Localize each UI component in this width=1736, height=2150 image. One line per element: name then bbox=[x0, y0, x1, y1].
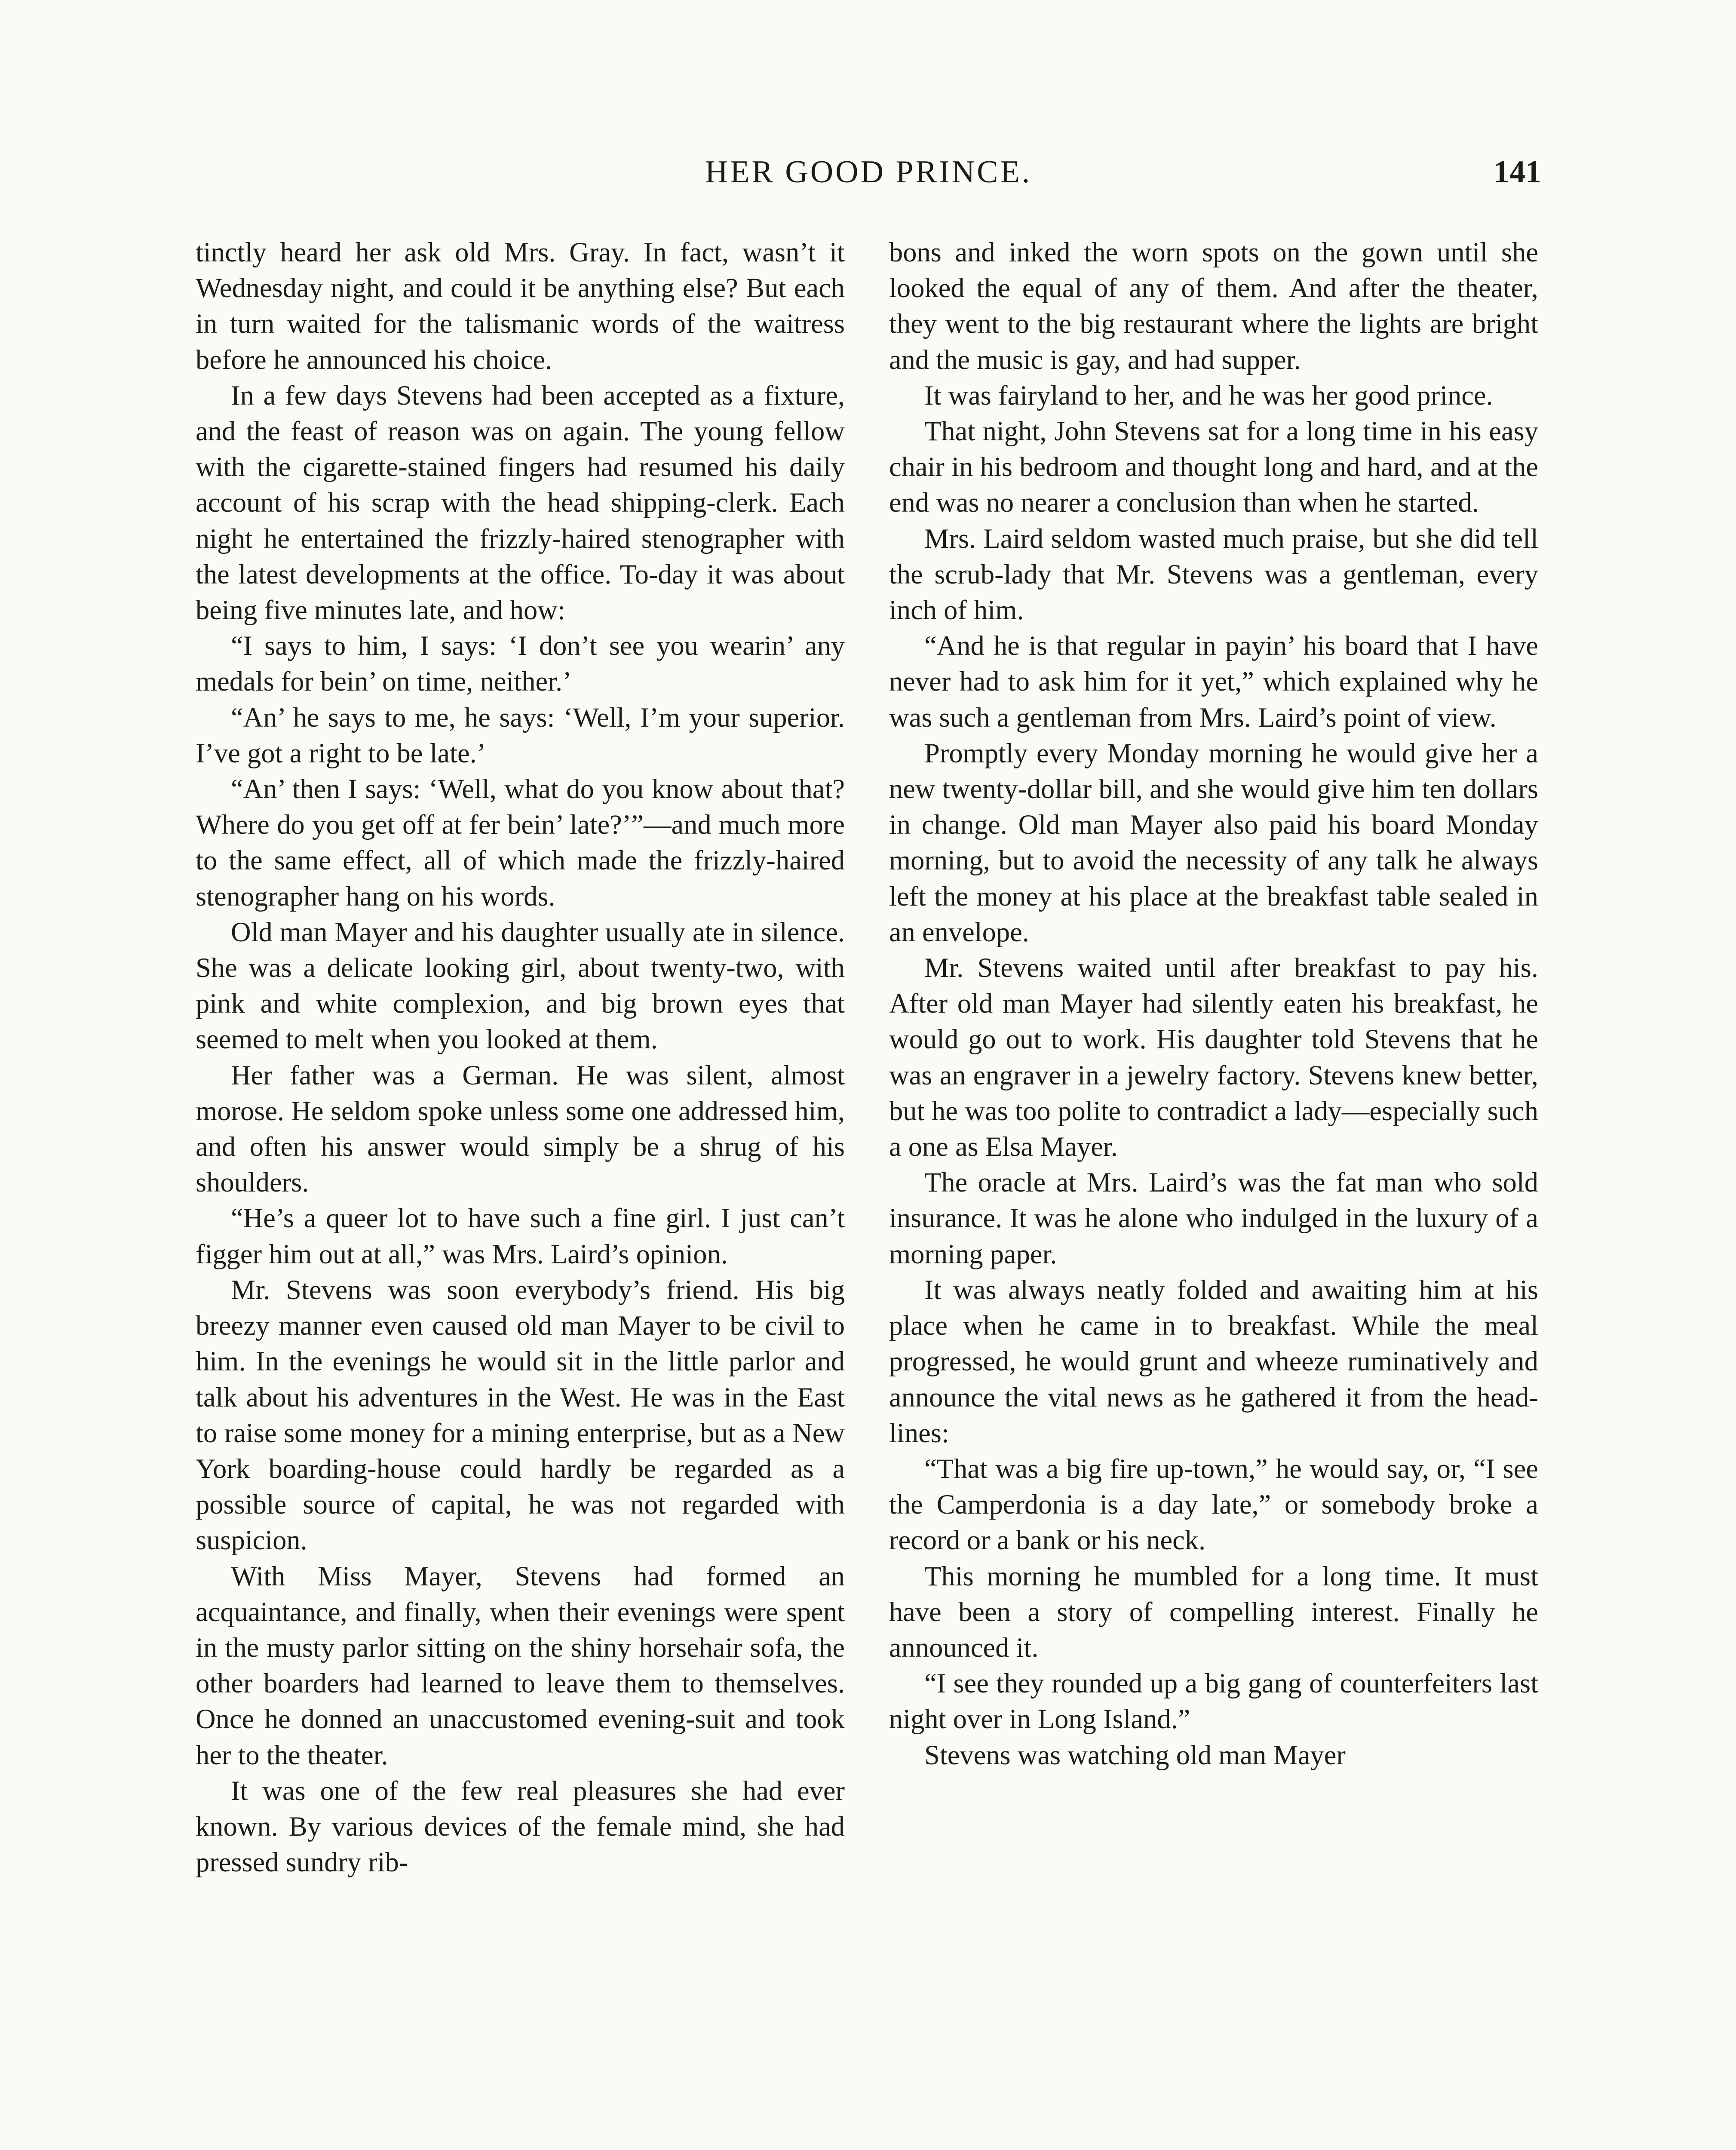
paragraph: tinctly heard her ask old Mrs. Gray. In fact, wasn’t it Wednesday night, and could it be anything else? But each in turn waited for the talismanic words of the waitress before he announced his choice. bbox=[196, 237, 845, 375]
paragraph: It was fairyland to her, and he was her good prince. bbox=[924, 380, 1493, 411]
paragraph: Stevens was watching old man Mayer bbox=[924, 1739, 1346, 1770]
left-text-column bbox=[196, 234, 845, 2150]
page-header bbox=[196, 146, 1541, 206]
paragraph: With Miss Mayer, Stevens had formed an acquaintance, and finally, when their evenings were spent in the musty parlor sitting on the shiny horsehair sofa, the other boarders had learned to leave them to themselves. Once he donned an unaccustomed evening-suit and took her to the theater. bbox=[196, 1560, 845, 1770]
paragraph: That night, John Stevens sat for a long time in his easy chair in his bedroom and thought long and hard, and at the end was no nearer a conclusion than when he started. bbox=[889, 416, 1538, 518]
paragraph: It was always neatly folded and awaiting him at his place when he came in to breakfast. While the meal progressed, he would grunt and wheeze ruminatively and announce the vital news as he gathered it from the head-lines: bbox=[889, 1274, 1538, 1448]
paragraph: In a few days Stevens had been accepted as a fixture, and the feast of reason was on again. The young fellow with the cigarette-stained fingers had resumed his daily account of his scrap with the head shipping-clerk. Each night he entertained the frizzly-haired stenographer with the latest developments at the office. To-day it was about being five minutes late, and how: bbox=[196, 380, 845, 626]
paragraph: “An’ then I says: ‘Well, what do you know about that? Where do you get off at fer bein’ late?’”—and much more to the same effect, all of which made the frizzly-haired stenographer hang on his words. bbox=[196, 774, 845, 912]
paragraph: bons and inked the worn spots on the gown until she looked the equal of any of them. And after the theater, they went to the big restaurant where the lights are bright and the music is gay, and had supper. bbox=[889, 237, 1538, 375]
page-number: 141 bbox=[1494, 154, 1541, 190]
right-text-column bbox=[889, 234, 1538, 2150]
paragraph: Mr. Stevens waited until after breakfast to pay his. After old man Mayer had silently eaten his breakfast, he would go out to work. His daughter told Stevens that he was an engraver in a jewelry factory. Stevens knew better, but he was too polite to contradict a lady—especially such a one as Elsa Mayer. bbox=[889, 952, 1538, 1162]
paragraph: “An’ he says to me, he says: ‘Well, I’m your superior. I’ve got a right to be late.’ bbox=[196, 702, 845, 768]
paragraph: “He’s a queer lot to have such a fine girl. I just can’t figger him out at all,” was Mrs. Laird’s opinion. bbox=[196, 1203, 845, 1269]
paragraph: Her father was a German. He was silent, almost morose. He seldom spoke unless some one addressed him, and often his answer would simply be a shrug of his shoulders. bbox=[196, 1060, 845, 1198]
paragraph: Mr. Stevens was soon everybody’s friend. His big breezy manner even caused old man Mayer to be civil to him. In the evenings he would sit in the little parlor and talk about his adventures in the West. He was in the East to raise some money for a mining enterprise, but as a New York boarding-house could hardly be regarded as a possible source of capital, he was not regarded with suspicion. bbox=[196, 1274, 845, 1556]
paragraph: “I says to him, I says: ‘I don’t see you wearin’ any medals for bein’ on time, neither.’ bbox=[196, 630, 845, 697]
paragraph: Mrs. Laird seldom wasted much praise, but she did tell the scrub-lady that Mr. Stevens was a gentleman, every inch of him. bbox=[889, 523, 1538, 626]
paragraph: Promptly every Monday morning he would give her a new twenty-dollar bill, and she would give him ten dollars in change. Old man Mayer also paid his board Monday morning, but to avoid the necessity of any talk he always left the money at his place at the breakfast table sealed in an envelope. bbox=[889, 737, 1538, 947]
running-title: HER GOOD PRINCE. bbox=[705, 154, 1032, 190]
paragraph: “And he is that regular in payin’ his board that I have never had to ask him for it yet,” which explained why he was such a gentleman from Mrs. Laird’s point of view. bbox=[889, 630, 1538, 733]
paragraph: This morning he mumbled for a long time. It must have been a story of compelling interest. Finally he announced it. bbox=[889, 1560, 1538, 1663]
paragraph: Old man Mayer and his daughter usually ate in silence. She was a delicate looking girl, about twenty-two, with pink and white complexion, and big brown eyes that seemed to melt when you looked at them. bbox=[196, 916, 845, 1055]
paragraph: It was one of the few real pleasures she had ever known. By various devices of the female mind, she had pressed sundry rib- bbox=[196, 1775, 845, 1878]
paragraph: “That was a big fire up-town,” he would say, or, “I see the Camperdonia is a day late,” or somebody broke a record or a bank or his neck. bbox=[889, 1453, 1538, 1556]
paragraph: “I see they rounded up a big gang of counterfeiters last night over in Long Island.” bbox=[889, 1668, 1538, 1735]
paragraph: The oracle at Mrs. Laird’s was the fat man who sold insurance. It was he alone who indulged in the luxury of a morning paper. bbox=[889, 1167, 1538, 1269]
